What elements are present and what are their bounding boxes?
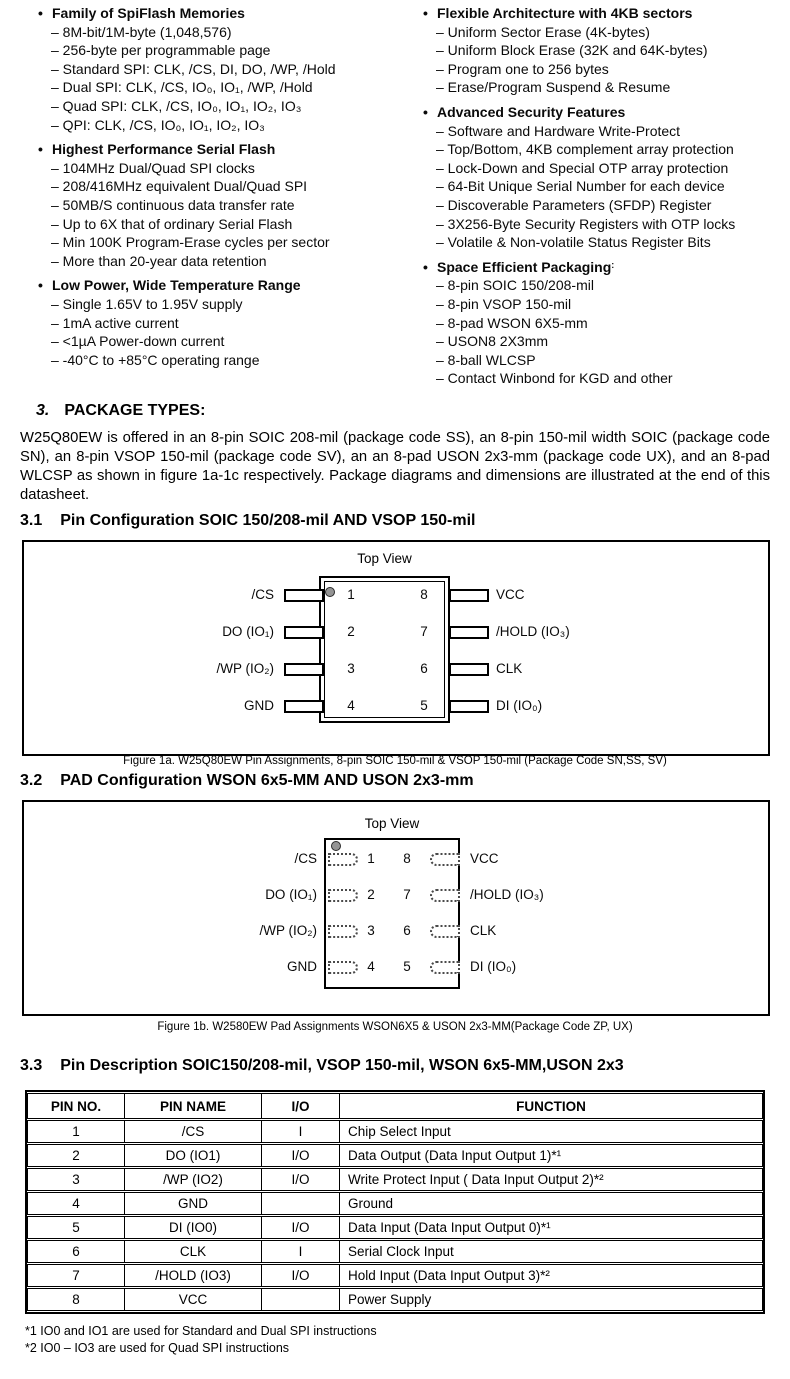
pin-no-cell: 5 xyxy=(27,1216,125,1239)
feature-title: Flexible Architecture with 4KB sectors xyxy=(437,5,693,21)
pin-no-cell: 3 xyxy=(27,1168,125,1191)
feature-item: – 3X256-Byte Security Registers with OTP locks xyxy=(436,215,736,232)
feature-item: – -40°C to +85°C operating range xyxy=(51,351,260,368)
pin-no-cell: 2 xyxy=(27,1144,125,1167)
pin-number: 5 xyxy=(420,698,428,713)
feature-item: – Volatile & Non-volatile Status Register Bits xyxy=(436,234,711,251)
pin-no-cell: 8 xyxy=(27,1288,125,1311)
pin-label: VCC xyxy=(470,851,499,866)
pin-label: VCC xyxy=(496,587,525,602)
feature-group xyxy=(423,4,785,97)
pin-label: DO (IO₁) xyxy=(265,887,317,902)
pad xyxy=(430,961,460,974)
function-cell: Serial Clock Input xyxy=(340,1240,763,1263)
feature-item: – QPI: CLK, /CS, IO₀, IO₁, IO₂, IO₃ xyxy=(51,116,265,133)
top-view-label: Top View xyxy=(357,551,412,566)
feature-group xyxy=(38,276,398,369)
bullet-icon: • xyxy=(38,277,43,294)
pin-no-cell: 7 xyxy=(27,1264,125,1287)
feature-group xyxy=(423,103,785,252)
table-row xyxy=(27,1168,763,1191)
feature-title: Highest Performance Serial Flash xyxy=(52,141,276,158)
feature-group xyxy=(38,140,398,270)
section-title: PAD Configuration WSON 6x5-MM AND USON 2x3-mm xyxy=(60,772,474,789)
pin-number: 2 xyxy=(367,887,375,902)
section-number: 3.3 xyxy=(20,1057,43,1074)
io-cell xyxy=(262,1288,340,1311)
pin-no-cell: 1 xyxy=(27,1120,125,1143)
feature-item: – 8-pin VSOP 150-mil xyxy=(436,295,572,312)
pin-description-table xyxy=(25,1090,765,1314)
table-row xyxy=(27,1192,763,1215)
pin-lead xyxy=(449,700,489,713)
pin-name-cell: DI (IO0) xyxy=(125,1216,262,1239)
pad xyxy=(328,925,358,938)
feature-title-row xyxy=(423,258,785,277)
pin-number: 6 xyxy=(403,923,411,938)
pin-number: 7 xyxy=(420,624,428,639)
feature-item: – USON8 2X3mm xyxy=(436,333,549,350)
pin-label: CLK xyxy=(470,923,497,938)
feature-item: – Contact Winbond for KGD and other xyxy=(436,370,673,387)
bullet-icon: • xyxy=(423,103,428,120)
pin-number: 4 xyxy=(367,959,375,974)
feature-item: – 8-pad WSON 6X5-mm xyxy=(436,314,588,331)
feature-title-row xyxy=(38,276,398,295)
column-header: I/O xyxy=(262,1093,340,1119)
pin-lead xyxy=(284,589,324,602)
footnote: *1 IO0 and IO1 are used for Standard and Dual SPI instructions xyxy=(25,1324,377,1338)
feature-item: – Top/Bottom, 4KB complement array protection xyxy=(436,141,734,158)
pin-number: 8 xyxy=(403,851,411,866)
package-types-paragraph: W25Q80EW is offered in an 8-pin SOIC 208-mil (package code SS), an 8-pin 150-mil width SOIC (package code SN), an 8-pin VSOP 150-mil (package code SV), an an 8-pad USON 2x3-mm (package code UX), and an 8-pad WLCSP as shown in figure 1a-1c respectively. Package diagrams and dimensions are illustrated at the end of this datasheet. xyxy=(20,430,770,503)
pad xyxy=(328,889,358,902)
pad xyxy=(430,853,460,866)
pin-number: 3 xyxy=(347,661,355,676)
pin-label: /CS xyxy=(251,587,274,602)
feature-item: – Quad SPI: CLK, /CS, IO₀, IO₁, IO₂, IO₃ xyxy=(51,97,302,114)
feature-title-row xyxy=(38,140,398,159)
pin-label: DI (IO₀) xyxy=(496,698,543,713)
feature-title: Family of SpiFlash Memories xyxy=(52,5,245,21)
pin-name-cell: VCC xyxy=(125,1288,262,1311)
table-row xyxy=(27,1120,763,1143)
section-3-3-heading xyxy=(20,1057,624,1075)
pin-no-cell: 6 xyxy=(27,1240,125,1263)
table-row xyxy=(27,1144,763,1167)
section-3-heading xyxy=(36,402,205,420)
pin-name-cell: CLK xyxy=(125,1240,262,1263)
feature-title-row xyxy=(423,4,785,23)
section-title: PACKAGE TYPES: xyxy=(64,402,206,419)
io-cell: I/O xyxy=(262,1216,340,1239)
pin-label: /HOLD (IO₃) xyxy=(496,624,570,639)
feature-group xyxy=(38,4,398,134)
feature-item: – 104MHz Dual/Quad SPI clocks xyxy=(51,159,255,176)
feature-item: – 50MB/S continuous data transfer rate xyxy=(51,196,295,213)
pin-lead xyxy=(284,626,324,639)
feature-item: – Erase/Program Suspend & Resume xyxy=(436,79,671,96)
pad xyxy=(430,889,460,902)
feature-item: – 256-byte per programmable page xyxy=(51,42,271,59)
function-cell: Power Supply xyxy=(340,1288,763,1311)
feature-item: – 8M-bit/1M-byte (1,048,576) xyxy=(51,23,232,40)
bullet-icon: • xyxy=(38,5,43,21)
feature-title: Low Power, Wide Temperature Range xyxy=(52,277,301,294)
bullet-icon: • xyxy=(38,141,43,158)
figure-1a-caption: Figure 1a. W25Q80EW Pin Assignments, 8-pin SOIC 150-mil & VSOP 150-mil (Package Code SN,SS, SV) xyxy=(123,755,667,767)
function-cell: Chip Select Input xyxy=(340,1120,763,1143)
pin-label: DI (IO₀) xyxy=(470,959,517,974)
table-header-row xyxy=(27,1093,763,1119)
pin-label: /CS xyxy=(294,851,317,866)
io-cell: I/O xyxy=(262,1264,340,1287)
pin-number: 2 xyxy=(347,624,355,639)
feature-title-row xyxy=(423,103,785,122)
function-cell: Ground xyxy=(340,1192,763,1215)
feature-item: – Dual SPI: CLK, /CS, IO₀, IO₁, /WP, /Hold xyxy=(51,79,313,96)
pin-name-cell: /HOLD (IO3) xyxy=(125,1264,262,1287)
feature-item: – 1mA active current xyxy=(51,314,179,331)
pin-no-cell: 4 xyxy=(27,1192,125,1215)
io-cell: I xyxy=(262,1120,340,1143)
feature-item: – <1µA Power-down current xyxy=(51,333,225,350)
pin-label: /WP (IO₂) xyxy=(216,661,274,676)
pin-label: DO (IO₁) xyxy=(222,624,274,639)
io-cell: I/O xyxy=(262,1168,340,1191)
section-3-1-heading xyxy=(20,512,475,530)
figure-1b-caption: Figure 1b. W2580EW Pad Assignments WSON6X5 & USON 2x3-MM(Package Code ZP, UX) xyxy=(157,1021,633,1033)
pin-label: /HOLD (IO₃) xyxy=(470,887,544,902)
pad xyxy=(328,961,358,974)
table-row xyxy=(27,1288,763,1311)
function-cell: Hold Input (Data Input Output 3)*² xyxy=(340,1264,763,1287)
feature-item: – Up to 6X that of ordinary Serial Flash xyxy=(51,215,293,232)
pin-name-cell: GND xyxy=(125,1192,262,1215)
figure-1b-wson-pad-diagram xyxy=(22,800,770,1016)
feature-item: – 64-Bit Unique Serial Number for each device xyxy=(436,178,725,195)
pin-lead xyxy=(284,663,324,676)
pin1-indicator-icon xyxy=(331,841,341,851)
feature-item: – Uniform Sector Erase (4K-bytes) xyxy=(436,23,650,40)
feature-item: – Software and Hardware Write-Protect xyxy=(436,122,681,139)
section-number: 3. xyxy=(36,402,50,419)
feature-item: – Lock-Down and Special OTP array protection xyxy=(436,159,729,176)
pin-number: 3 xyxy=(367,923,375,938)
section-3-2-heading xyxy=(20,772,474,790)
bullet-icon: • xyxy=(423,258,428,275)
pin-lead xyxy=(284,700,324,713)
pin-label: /WP (IO₂) xyxy=(259,923,317,938)
bullet-icon: • xyxy=(423,5,428,21)
pin-label: CLK xyxy=(496,661,523,676)
pin-label: GND xyxy=(287,959,317,974)
feature-item: – 8-ball WLCSP xyxy=(436,351,536,368)
pin-name-cell: /WP (IO2) xyxy=(125,1168,262,1191)
io-cell xyxy=(262,1192,340,1215)
io-cell: I/O xyxy=(262,1144,340,1167)
feature-item: – Program one to 256 bytes xyxy=(436,60,609,77)
feature-item: – 208/416MHz equivalent Dual/Quad SPI xyxy=(51,178,308,195)
pin-number: 7 xyxy=(403,887,411,902)
table-footnotes xyxy=(25,1323,377,1357)
feature-item: – 8-pin SOIC 150/208-mil xyxy=(436,277,594,294)
section-title: Pin Configuration SOIC 150/208-mil AND VSOP 150-mil xyxy=(60,512,476,529)
io-cell: I xyxy=(262,1240,340,1263)
pin-name-cell: DO (IO1) xyxy=(125,1144,262,1167)
section-number: 3.1 xyxy=(20,512,43,529)
pin-number: 8 xyxy=(420,587,428,602)
table-row xyxy=(27,1216,763,1239)
column-header: PIN NO. xyxy=(27,1093,125,1119)
feature-title: Advanced Security Features xyxy=(437,103,626,120)
feature-item: – Discoverable Parameters (SFDP) Register xyxy=(436,196,712,213)
feature-title-superscript: : xyxy=(611,259,615,270)
function-cell: Write Protect Input ( Data Input Output 2)*² xyxy=(340,1168,763,1191)
pin-lead xyxy=(449,663,489,676)
table-row xyxy=(27,1264,763,1287)
section-title: Pin Description SOIC150/208-mil, VSOP 150-mil, WSON 6x5-MM,USON 2x3 xyxy=(60,1057,624,1074)
top-view-label: Top View xyxy=(364,816,420,831)
table-row xyxy=(27,1240,763,1263)
pad xyxy=(328,853,358,866)
figure-1a-soic-pin-diagram xyxy=(22,540,770,756)
feature-item: – Uniform Block Erase (32K and 64K-bytes) xyxy=(436,42,708,59)
pin-number: 4 xyxy=(347,698,355,713)
feature-title-row xyxy=(38,4,398,23)
pin-number: 1 xyxy=(347,587,355,602)
function-cell: Data Input (Data Input Output 0)*¹ xyxy=(340,1216,763,1239)
pad xyxy=(430,925,460,938)
pin-lead xyxy=(449,589,489,602)
feature-item: – Single 1.65V to 1.95V supply xyxy=(51,295,243,312)
pin-lead xyxy=(449,626,489,639)
feature-group xyxy=(423,258,785,388)
function-cell: Data Output (Data Input Output 1)*¹ xyxy=(340,1144,763,1167)
pin-number: 5 xyxy=(403,959,411,974)
column-header: FUNCTION xyxy=(340,1093,763,1119)
features-right-column xyxy=(423,4,785,394)
section-number: 3.2 xyxy=(20,772,43,789)
feature-item: – Standard SPI: CLK, /CS, DI, DO, /WP, /Hold xyxy=(51,60,336,77)
pin1-indicator-icon xyxy=(325,587,335,597)
feature-item: – Min 100K Program-Erase cycles per sector xyxy=(51,234,330,251)
pin-name-cell: /CS xyxy=(125,1120,262,1143)
feature-item: – More than 20-year data retention xyxy=(51,252,267,269)
footnote: *2 IO0 – IO3 are used for Quad SPI instructions xyxy=(25,1341,290,1355)
column-header: PIN NAME xyxy=(125,1093,262,1119)
feature-title: Space Efficient Packaging xyxy=(437,258,612,275)
features-left-column xyxy=(38,4,398,375)
pin-number: 6 xyxy=(420,661,428,676)
pin-label: GND xyxy=(244,698,274,713)
pin-number: 1 xyxy=(367,851,375,866)
